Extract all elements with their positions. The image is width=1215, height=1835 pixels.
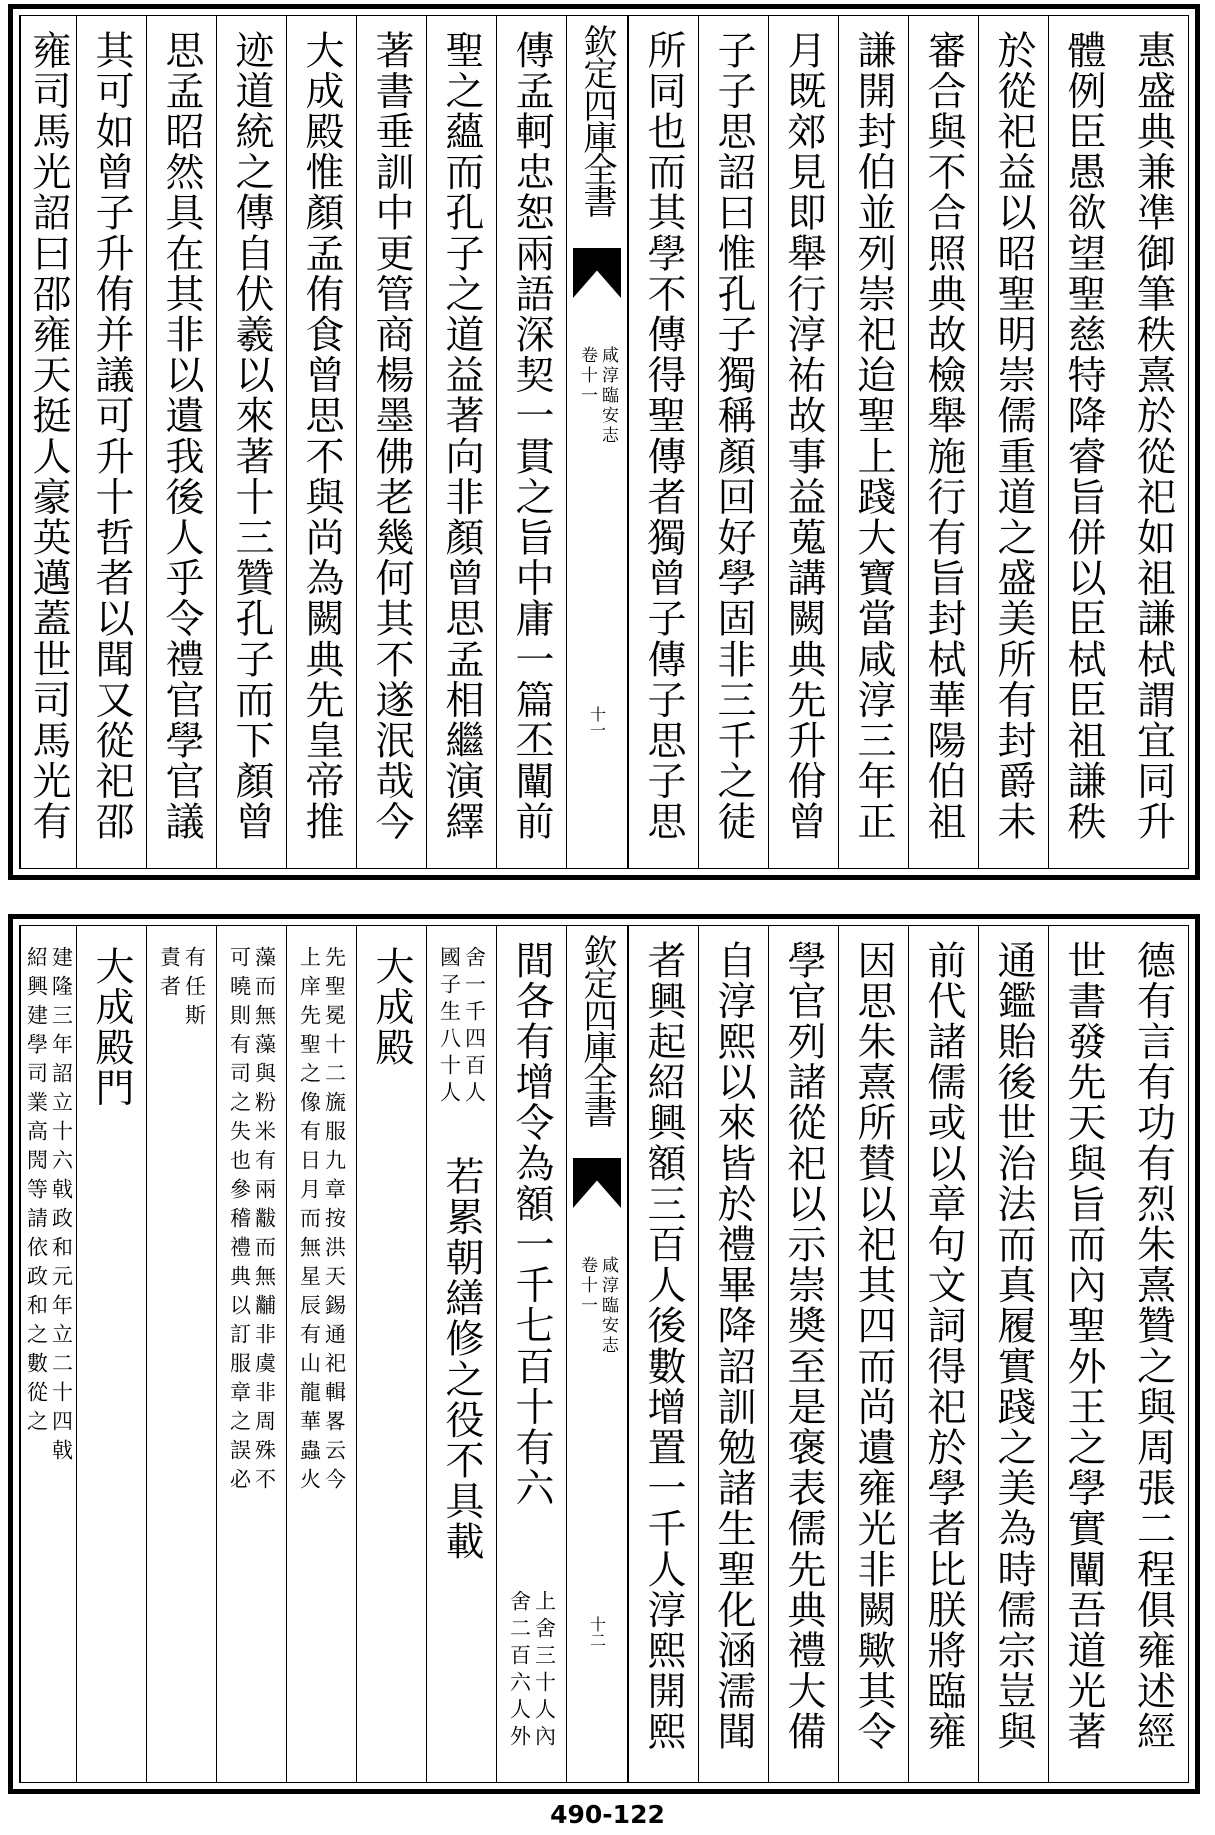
annotation-line: 上舍三十人內 <box>532 1590 557 1752</box>
text-column <box>768 926 838 1782</box>
text-line: 自淳熙以來皆於禮畢降詔訓勉諸生聖化涵濡聞 <box>711 940 756 1752</box>
fish-tail-mark <box>573 1158 621 1208</box>
text-column <box>426 926 496 1782</box>
text-line: 月既郊見即舉行淳祐故事益蒐講闕典先升佾曾 <box>781 30 826 842</box>
text-line: 因思朱熹所賛以祀其四而尚遺雍光非闕歟其令 <box>851 940 896 1752</box>
text-line: 審合與不合照典故檢舉施行有旨封栻華陽伯祖 <box>921 30 966 842</box>
annotation-line: 藻而無藻與粉米有兩黻而無黼非虞非周殊不 <box>252 946 277 1497</box>
main-text: 間各有增令為額一千七百十有六 <box>509 940 554 1509</box>
text-line: 通鑑貽後世治法而真履實踐之美為時儒宗豈與 <box>991 940 1036 1752</box>
text-column <box>628 926 698 1782</box>
text-line: 大成殿惟顏孟侑食曾思不與尚為闕典先皇帝推 <box>299 30 344 842</box>
text-column <box>286 16 356 868</box>
center-fold <box>566 926 628 1782</box>
volume-title: 咸淳臨安志 <box>598 346 618 446</box>
text-column <box>286 926 356 1782</box>
annotation-line: 可曉則有司之失也參稽禮典以訂服章之誤必 <box>227 946 252 1497</box>
text-line: 於從祀益以昭聖明崇儒重道之盛美所有封爵未 <box>991 30 1036 842</box>
volume-number: 卷十一 <box>577 346 597 406</box>
text-line: 德有言有功有烈朱熹贊之與周張二程俱雍述經 <box>1130 940 1176 1752</box>
text-column <box>1118 16 1188 868</box>
text-line: 子子思詔曰惟孔子獨稱顏回好學固非三千之徒 <box>711 30 756 842</box>
text-column <box>698 16 768 868</box>
text-column <box>216 926 286 1782</box>
text-line: 思孟昭然具在其非以遺我後人乎令禮官學官議 <box>159 30 204 842</box>
annotation-line: 紹興建學司業高閌等請依政和之數從之 <box>24 946 49 1439</box>
text-column <box>356 16 426 868</box>
text-line: 學官列諸從祀以示崇奬至是褒表儒先典禮大備 <box>781 940 826 1752</box>
page-number: 十一 <box>587 706 607 738</box>
text-line: 世書發先天與旨而內聖外王之學實闡吾道光著 <box>1061 940 1106 1752</box>
annotation-line: 舍二百六人外 <box>507 1590 532 1752</box>
volume-number: 卷十一 <box>577 1256 597 1316</box>
page-bottom <box>8 914 1200 1794</box>
footer-page-code: 490-122 <box>550 1800 665 1829</box>
volume-label <box>578 1256 616 1356</box>
text-column <box>768 16 838 868</box>
page-top-frame <box>19 15 1189 869</box>
annotation <box>21 946 76 1468</box>
text-line: 雍司馬光詔曰邵雍天挺人豪英邁蓋世司馬光有 <box>26 30 71 842</box>
page-number: 十二 <box>587 1616 607 1648</box>
annotation-line: 上庠先聖之像有日月而無星辰有山龍華蟲火 <box>297 946 322 1497</box>
text-line <box>509 940 554 1509</box>
text-line: 傳孟軻忠恕兩語深契一貫之旨中庸一篇丕闡前 <box>509 30 554 842</box>
annotation-line: 先聖冕十二旒服九章按洪天錫通祀輯畧云今 <box>322 946 347 1497</box>
text-column <box>20 926 76 1782</box>
volume-title: 咸淳臨安志 <box>598 1256 618 1356</box>
text-line: 其可如曾子升侑并議可升十哲者以聞又從祀邵 <box>89 30 134 842</box>
text-column <box>356 926 426 1782</box>
text-column <box>76 926 146 1782</box>
text-column <box>908 926 978 1782</box>
text-column <box>978 16 1048 868</box>
text-column <box>838 16 908 868</box>
text-line: 若累朝繕修之役不具載 <box>439 1156 484 1562</box>
text-column <box>496 16 566 868</box>
annotation <box>287 946 356 1497</box>
text-column <box>146 16 216 868</box>
annotation-line: 舍一千四百人 <box>462 946 487 1108</box>
text-column <box>146 926 216 1782</box>
text-column <box>908 16 978 868</box>
text-column <box>838 926 908 1782</box>
text-line: 前代諸儒或以章句文詞得祀於學者比朕將臨雍 <box>921 940 966 1752</box>
text-column <box>20 16 76 868</box>
text-line: 迹道統之傳自伏羲以來著十三贊孔子而下顏曾 <box>229 30 274 842</box>
text-column <box>978 926 1048 1782</box>
annotation <box>147 946 216 1033</box>
text-line: 惠盛典兼凖御筆秩熹於從祀如祖謙栻謂宜同升 <box>1130 30 1176 842</box>
text-column <box>76 16 146 868</box>
text-line: 所同也而其學不傳得聖傳者獨曾子傳子思子思 <box>641 30 686 842</box>
text-column <box>1048 16 1118 868</box>
center-fold <box>566 16 628 868</box>
text-column <box>628 16 698 868</box>
text-line: 者興起紹興額三百人後數增置一千人淳熙開熙 <box>641 940 686 1752</box>
text-column <box>496 926 566 1782</box>
book-title: 欽定四庫全書 <box>577 24 617 216</box>
page-top <box>8 4 1200 880</box>
annotation-line: 國子生八十人 <box>437 946 462 1108</box>
page-bottom-frame <box>19 925 1189 1783</box>
annotation-line: 有任斯 <box>182 946 207 1033</box>
annotation <box>427 946 496 1108</box>
fish-tail-mark <box>573 248 621 298</box>
section-heading: 大成殿門 <box>89 946 134 1109</box>
text-line: 聖之蘊而孔子之道益著向非顏曾思孟相繼演繹 <box>439 30 484 842</box>
annotation <box>497 1590 566 1752</box>
text-column <box>216 16 286 868</box>
annotation <box>217 946 286 1497</box>
text-line: 謙開封伯並列崇祀迨聖上踐大寶當咸淳三年正 <box>851 30 896 842</box>
volume-label <box>578 346 616 446</box>
text-column <box>1118 926 1188 1782</box>
text-column <box>698 926 768 1782</box>
text-column <box>426 16 496 868</box>
book-title: 欽定四庫全書 <box>577 934 617 1126</box>
annotation-line: 責者 <box>157 946 182 1004</box>
text-line: 著書垂訓中更管商楊墨佛老幾何其不遂泯哉今 <box>369 30 414 842</box>
text-column <box>1048 926 1118 1782</box>
section-heading: 大成殿 <box>369 946 414 1068</box>
text-line: 體例臣愚欲望聖慈特降睿旨併以臣栻臣祖謙秩 <box>1061 30 1106 842</box>
annotation-line: 建隆三年詔立十六戟政和元年立二十四戟 <box>49 946 74 1468</box>
